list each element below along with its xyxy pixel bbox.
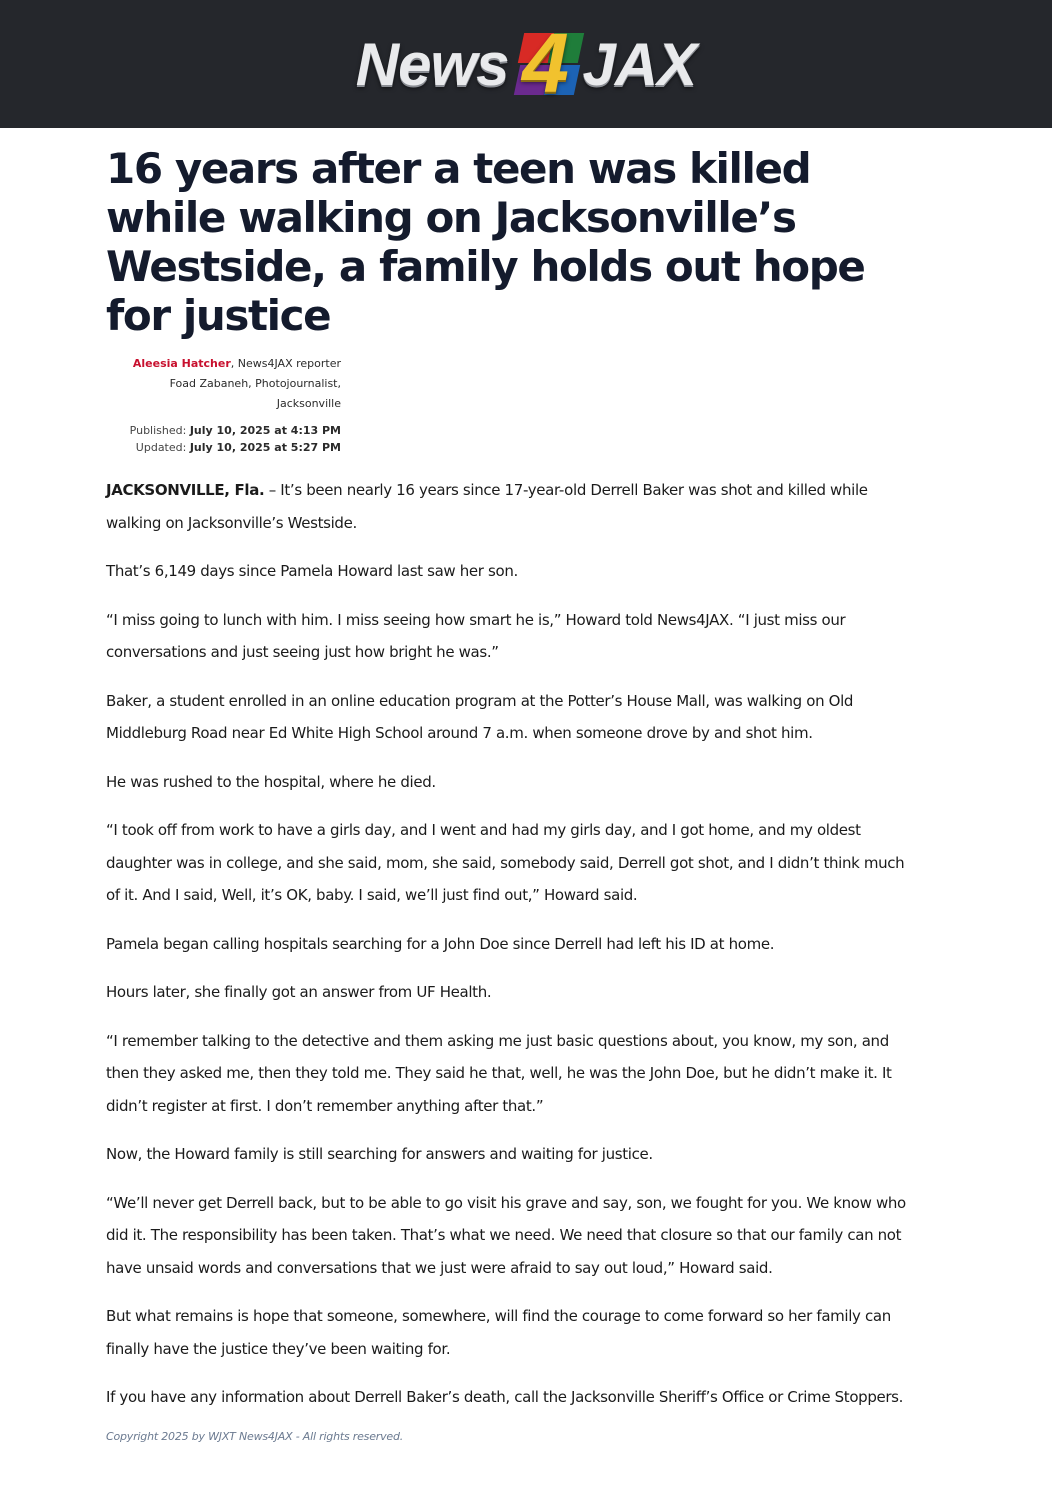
published-label: Published: [129,424,187,437]
logo-wordmark-news: News [355,30,509,98]
article-dates [106,422,341,456]
paragraph: Baker, a student enrolled in an online education program at the Potter’s House Mall, was walking on Old Middleburg Road near Ed White High School around 7 a.m. when someone drove by and shot him. [106,691,854,742]
paragraph-text: – It’s been nearly 16 years since 17-year-old Derrell Baker was shot and killed while walking on Jacksonville’s Westside. [106,481,868,532]
author-role: , News4JAX reporter [230,357,341,370]
article-body [106,474,906,1414]
paragraph: Now, the Howard family is still searching for answers and waiting for justice. [106,1145,653,1163]
paragraph: “I miss going to lunch with him. I miss seeing how smart he is,” Howard told News4JAX. “I just miss our conversations and just seeing just how bright he was.” [106,610,846,661]
article-headline: 16 years after a teen was killed while walking on Jacksonville’s Westside, a family holds out hope for justice [106,144,865,340]
published-value: July 10, 2025 at 4:13 PM [189,424,341,437]
paragraph [106,474,906,539]
paragraph: If you have any information about Derrell Baker’s death, call the Jacksonville Sheriff’s Office or Crime Stoppers. [106,1388,904,1406]
paragraph: “We’ll never get Derrell back, but to be able to go visit his grave and say, son, we fought for you. We know who did it. The responsibility has been taken. That’s what we need. We need that closure so that our family can not have unsaid words and conversations that we just were afraid to say out loud,” Howard said. [106,1193,906,1277]
byline [106,354,341,414]
byline-photographer: Foad Zabaneh, Photojournalist, Jacksonville [169,377,341,410]
author-link[interactable]: Aleesia Hatcher [132,357,231,370]
logo-wordmark-jax: JAX [582,30,697,98]
article [106,128,906,1443]
updated-date [106,439,341,456]
paragraph: “I remember talking to the detective and them asking me just basic questions about, you know, my son, and then they asked me, then they told me. They said he that, well, he was the John Doe, but he didn’t make it. It didn’t register at first. I don’t remember anything after that.” [106,1031,892,1115]
paragraph: He was rushed to the hospital, where he died. [106,772,436,791]
paragraph: Pamela began calling hospitals searching for a John Doe since Derrell had left his ID at home. [106,934,775,953]
paragraph: But what remains is hope that someone, somewhere, will find the courage to come forward so her family can finally have the justice they’ve been waiting for. [106,1307,891,1358]
logo-digit-four: 4 [522,16,569,110]
copyright-notice: Copyright 2025 by WJXT News4JAX - All rights reserved. [106,1429,404,1443]
updated-value: July 10, 2025 at 5:27 PM [189,441,341,454]
published-date [106,422,341,439]
dateline: JACKSONVILLE, Fla. [106,481,265,499]
site-header [0,0,1052,128]
paragraph: “I took off from work to have a girls day, and I went and had my girls day, and I got home, and my oldest daughter was in college, and she said, mom, she said, somebody said, Derrell got shot, and I didn’t think much of it. And I said, Well, it’s OK, baby. I said, we’ll just find out,” Howard said. [106,821,905,904]
logo-four-icon [511,16,581,110]
byline-author [106,354,341,374]
paragraph: Hours later, she finally got an answer from UF Health. [106,983,492,1001]
updated-label: Updated: [135,441,187,454]
paragraph: That’s 6,149 days since Pamela Howard last saw her son. [106,562,518,580]
news4jax-logo[interactable] [355,16,697,110]
